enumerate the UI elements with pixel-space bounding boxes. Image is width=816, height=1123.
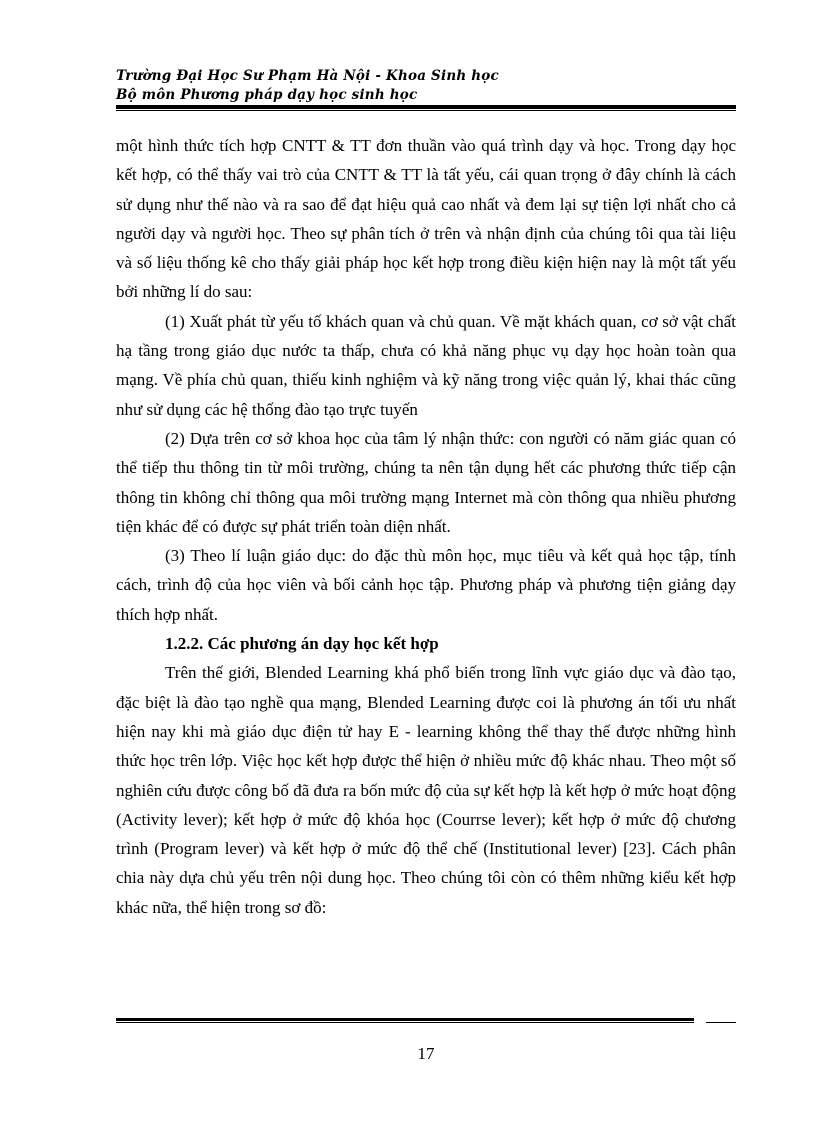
paragraph: Trên thế giới, Blended Learning khá phổ biến trong lĩnh vực giáo dục và đào tạo, đặc biệt là đào tạo nghề qua mạng, Blended Learning được coi là phương án tối ưu nhất hiện nay khi mà giáo dục điện tử hay E - learning không thể thay thế được những hình thức học trên lớp. Việc học kết hợp được thể hiện ở nhiều mức độ khác nhau. Theo một số nghiên cứu được công bố đã đưa ra bốn mức độ của sự kết hợp là kết hợp ở mức hoạt động (Activity lever); kết hợp ở mức độ khóa học (Courrse lever); kết hợp ở mức độ chương trình (Program lever) và kết hợp ở mức độ thể chế (Institutional lever) [23]. Cách phân chia này dựa chủ yếu trên nội dung học. Theo chúng tôi còn có thêm những kiểu kết hợp khác nữa, thể hiện trong sơ đồ:	[116, 663, 736, 917]
paragraph: một hình thức tích hợp CNTT & TT đơn thuần vào quá trình dạy và học. Trong dạy học kết hợp, có thể thấy vai trò của CNTT & TT là tất yếu, cái quan trọng ở đây chính là cách sử dụng như thế nào và ra sao để đạt hiệu quả cao nhất và đem lại sự tiện lợi nhất cho cả người dạy và người học. Theo sự phân tích ở trên và nhận định của chúng tôi qua tài liệu và số liệu thống kê cho thấy giải pháp học kết hợp trong điều kiện hiện nay là một tất yếu bởi những lí do sau:	[116, 136, 736, 302]
header-institution: Trường Đại Học Sư Phạm Hà Nội - Khoa Sinh học	[116, 68, 499, 84]
footer-rule-tail	[706, 1022, 736, 1023]
paragraph: (3) Theo lí luận giáo dục: do đặc thù môn học, mục tiêu và kết quả học tập, tính cách, trình độ của học viên và bối cảnh học tập. Phương pháp và phương tiện giảng dạy thích hợp nhất.	[116, 546, 736, 624]
section-heading: 1.2.2. Các phương án dạy học kết hợp	[165, 634, 439, 654]
page-number: 17	[417, 1044, 435, 1063]
footer-rule-thin	[116, 1022, 694, 1023]
header-rule	[116, 105, 736, 109]
paragraph: (1) Xuất phát từ yếu tố khách quan và chủ quan. Về mặt khách quan, cơ sở vật chất hạ tầng trong giáo dục nước ta thấp, chưa có khả năng phục vụ dạy học hoàn toàn qua mạng. Về phía chủ quan, thiếu kinh nghiệm và kỹ năng trong việc quản lý, khai thác cũng như sử dụng các hệ thống đào tạo trực tuyến	[116, 311, 736, 419]
footer-rule	[116, 1018, 694, 1021]
body-text	[116, 131, 736, 922]
header-department: Bộ môn Phương pháp dạy học sinh học	[116, 87, 418, 103]
paragraph: (2) Dựa trên cơ sở khoa học của tâm lý nhận thức: con người có năm giác quan có thể tiếp thu thông tin từ môi trường, chúng ta nên tận dụng hết các phương thức tiếp cận thông tin không chỉ thông qua môi trường mạng Internet mà còn thông qua nhiều phương tiện khác để có được sự phát triển toàn diện nhất.	[116, 428, 736, 536]
header-rule-thin	[116, 110, 736, 111]
